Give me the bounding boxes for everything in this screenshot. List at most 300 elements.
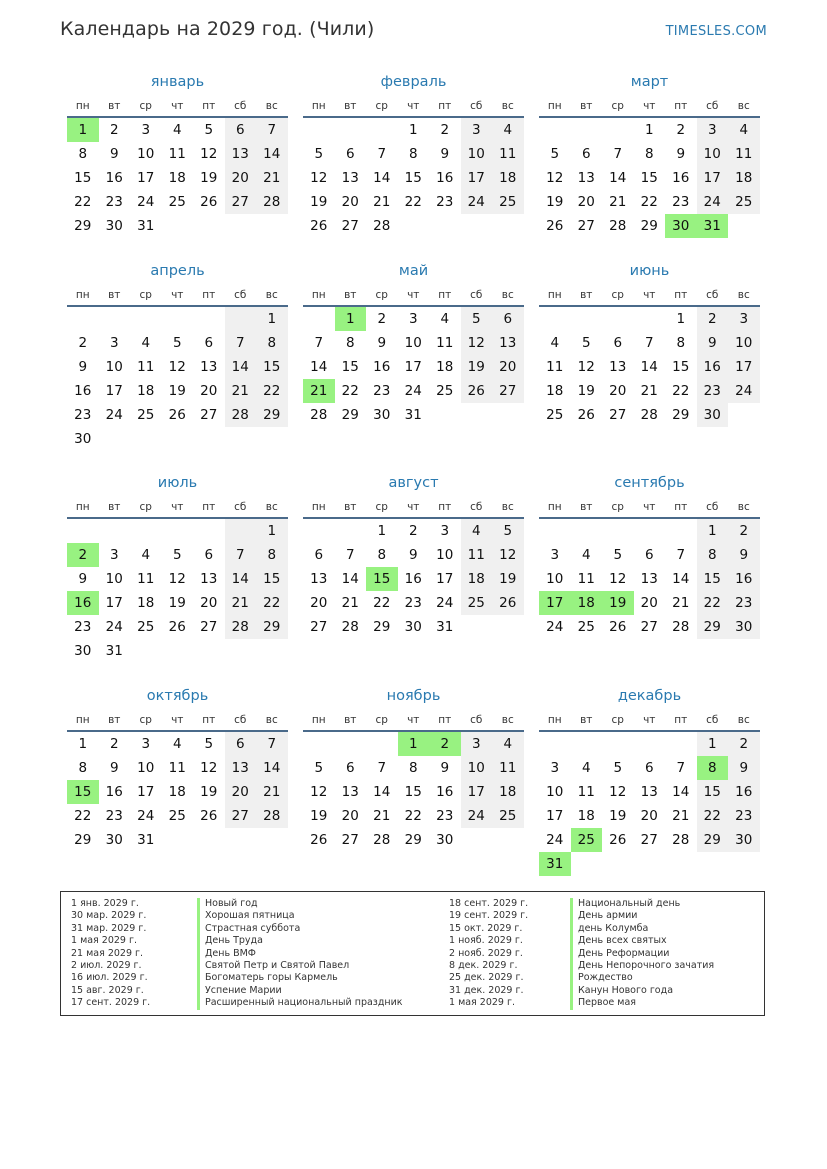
weekday-label: ср — [611, 714, 624, 726]
day-cell: 12 — [168, 359, 186, 375]
day-empty — [303, 307, 335, 331]
weekday-label: пн — [311, 714, 326, 726]
day-cell: 17 — [461, 166, 493, 190]
weekday-label: вс — [265, 501, 278, 513]
day-cell: 5 — [314, 146, 324, 162]
day-cell: 22 — [341, 383, 359, 399]
day-cell: 13 — [225, 142, 257, 166]
legend-date: 15 авг. 2029 г. — [71, 984, 144, 996]
weekday-label: чт — [171, 100, 184, 112]
day-cell: 30 — [728, 615, 760, 639]
day-grid — [303, 519, 524, 639]
day-cell: 15 — [640, 170, 658, 186]
day-cell: 14 — [341, 571, 359, 587]
holiday-day: 8 — [697, 756, 729, 780]
day-cell: 8 — [345, 335, 355, 351]
day-cell: 29 — [640, 218, 658, 234]
day-cell: 27 — [310, 619, 328, 635]
day-cell: 20 — [225, 166, 257, 190]
day-cell: 23 — [373, 383, 391, 399]
day-cell: 16 — [436, 784, 454, 800]
day-empty — [193, 307, 225, 331]
day-cell: 20 — [341, 808, 359, 824]
day-empty — [602, 519, 634, 543]
day-cell: 4 — [141, 547, 151, 563]
day-cell: 3 — [697, 118, 729, 142]
day-cell: 17 — [546, 808, 564, 824]
day-cell: 28 — [373, 832, 391, 848]
day-cell: 9 — [728, 543, 760, 567]
day-cell: 21 — [225, 591, 257, 615]
weekday-header — [67, 96, 288, 118]
day-cell: 12 — [609, 571, 627, 587]
day-cell: 5 — [613, 547, 623, 563]
day-cell: 22 — [404, 808, 422, 824]
legend-date: 31 дек. 2029 г. — [449, 984, 524, 996]
day-cell: 10 — [105, 571, 123, 587]
holiday-day: 2 — [429, 732, 461, 756]
day-cell: 28 — [373, 218, 391, 234]
weekday-label: вт — [580, 100, 593, 112]
day-cell: 16 — [105, 170, 123, 186]
day-cell: 21 — [672, 808, 690, 824]
day-cell: 3 — [440, 523, 450, 539]
day-cell: 24 — [137, 194, 155, 210]
weekday-label: ср — [375, 289, 388, 301]
day-cell: 6 — [345, 146, 355, 162]
day-empty — [225, 519, 257, 543]
day-cell: 11 — [492, 756, 524, 780]
weekday-label: ср — [375, 100, 388, 112]
day-cell: 26 — [461, 379, 493, 403]
month-8 — [303, 473, 524, 639]
day-grid — [303, 732, 524, 852]
day-cell: 21 — [672, 595, 690, 611]
day-cell: 9 — [377, 335, 387, 351]
day-empty — [665, 519, 697, 543]
day-cell: 18 — [137, 383, 155, 399]
day-cell: 27 — [577, 218, 595, 234]
day-cell: 13 — [200, 571, 218, 587]
day-cell: 5 — [550, 146, 560, 162]
day-cell: 26 — [168, 619, 186, 635]
weekday-label: вс — [265, 100, 278, 112]
day-empty — [366, 732, 398, 756]
day-cell: 11 — [137, 571, 155, 587]
day-cell: 4 — [492, 732, 524, 756]
day-cell: 25 — [436, 383, 454, 399]
day-cell: 27 — [200, 619, 218, 635]
day-cell: 4 — [581, 760, 591, 776]
day-cell: 26 — [200, 194, 218, 210]
weekday-label: пн — [547, 501, 562, 513]
day-cell: 13 — [341, 170, 359, 186]
day-cell: 23 — [74, 407, 92, 423]
weekday-label: сб — [470, 100, 483, 112]
weekday-label: вт — [580, 714, 593, 726]
day-cell: 17 — [404, 359, 422, 375]
day-empty — [602, 118, 634, 142]
day-cell: 5 — [204, 736, 214, 752]
weekday-label: пн — [547, 714, 562, 726]
day-cell: 20 — [640, 595, 658, 611]
day-empty — [130, 307, 162, 331]
day-cell: 18 — [728, 166, 760, 190]
day-cell: 22 — [404, 194, 422, 210]
day-cell: 27 — [609, 407, 627, 423]
day-cell: 3 — [461, 732, 493, 756]
day-cell: 5 — [613, 760, 623, 776]
day-cell: 30 — [74, 643, 92, 659]
day-cell: 13 — [310, 571, 328, 587]
day-cell: 19 — [492, 567, 524, 591]
legend-holiday-name: Святой Петр и Святой Павел — [205, 959, 350, 971]
day-cell: 28 — [256, 804, 288, 828]
legend-holiday-name: День Реформации — [578, 947, 670, 959]
day-cell: 24 — [461, 190, 493, 214]
day-empty — [303, 519, 335, 543]
weekday-label: вт — [344, 501, 357, 513]
month-5 — [303, 261, 524, 427]
day-cell: 12 — [461, 331, 493, 355]
day-cell: 26 — [546, 218, 564, 234]
day-cell: 18 — [546, 383, 564, 399]
holiday-day: 2 — [67, 543, 99, 567]
legend-holiday-name: Расширенный национальный праздник — [205, 997, 403, 1009]
day-cell: 26 — [577, 407, 595, 423]
day-cell: 19 — [461, 355, 493, 379]
day-cell: 7 — [225, 543, 257, 567]
day-cell: 19 — [168, 595, 186, 611]
weekday-label: пт — [438, 714, 452, 726]
month-name: сентябрь — [614, 475, 685, 491]
legend-date: 31 мар. 2029 г. — [71, 922, 147, 934]
legend-dates-right — [449, 898, 528, 1010]
day-empty — [335, 118, 367, 142]
day-cell: 29 — [256, 403, 288, 427]
day-cell: 14 — [256, 142, 288, 166]
day-grid — [539, 307, 760, 427]
weekday-label: вт — [580, 501, 593, 513]
day-cell: 11 — [168, 146, 186, 162]
weekday-label: пт — [202, 100, 216, 112]
weekday-header — [303, 96, 524, 118]
weekday-label: вс — [265, 714, 278, 726]
day-cell: 14 — [373, 170, 391, 186]
day-cell: 2 — [728, 732, 760, 756]
weekday-label: пт — [202, 714, 216, 726]
day-cell: 4 — [440, 311, 450, 327]
day-cell: 27 — [341, 832, 359, 848]
month-name: май — [398, 263, 429, 279]
day-cell: 2 — [440, 122, 450, 138]
day-cell: 29 — [404, 832, 422, 848]
day-cell: 15 — [404, 170, 422, 186]
day-empty — [130, 519, 162, 543]
day-cell: 10 — [137, 760, 155, 776]
day-cell: 31 — [105, 643, 123, 659]
day-cell: 21 — [341, 595, 359, 611]
day-cell: 28 — [256, 190, 288, 214]
day-cell: 20 — [310, 595, 328, 611]
holiday-day: 16 — [67, 591, 99, 615]
day-empty — [162, 519, 194, 543]
month-name: март — [630, 74, 669, 90]
day-cell: 21 — [373, 808, 391, 824]
day-cell: 6 — [345, 760, 355, 776]
day-grid — [539, 519, 760, 639]
weekday-label: пт — [202, 289, 216, 301]
page-title: Календарь на 2029 год. (Чили) — [60, 18, 375, 40]
weekday-label: пн — [75, 100, 90, 112]
day-cell: 11 — [728, 142, 760, 166]
month-name: январь — [150, 74, 205, 90]
day-cell: 6 — [225, 118, 257, 142]
weekday-label: пн — [75, 289, 90, 301]
weekday-label: сб — [470, 289, 483, 301]
legend-holiday-name: Канун Нового года — [578, 984, 674, 996]
day-cell: 16 — [436, 170, 454, 186]
site-link[interactable]: TIMESLES.COM — [665, 24, 767, 39]
legend-date: 1 янв. 2029 г. — [71, 898, 139, 909]
day-cell: 24 — [728, 379, 760, 403]
day-cell: 5 — [581, 335, 591, 351]
day-cell: 17 — [728, 355, 760, 379]
weekday-label: чт — [643, 501, 656, 513]
day-cell: 15 — [697, 780, 729, 804]
day-cell: 27 — [640, 619, 658, 635]
day-empty — [67, 519, 99, 543]
day-cell: 1 — [256, 307, 288, 331]
weekday-label: вс — [737, 289, 750, 301]
day-cell: 12 — [310, 784, 328, 800]
day-cell: 6 — [644, 760, 654, 776]
day-grid — [67, 307, 288, 451]
day-cell: 13 — [492, 331, 524, 355]
day-cell: 16 — [728, 567, 760, 591]
day-cell: 22 — [640, 194, 658, 210]
day-cell: 9 — [728, 756, 760, 780]
weekday-label: сб — [234, 100, 247, 112]
day-cell: 11 — [577, 571, 595, 587]
day-cell: 30 — [404, 619, 422, 635]
day-cell: 21 — [256, 780, 288, 804]
legend-date: 2 нояб. 2029 г. — [449, 947, 523, 959]
day-cell: 10 — [461, 756, 493, 780]
day-cell: 2 — [408, 523, 418, 539]
day-cell: 9 — [440, 760, 450, 776]
day-cell: 24 — [546, 619, 564, 635]
legend-date: 25 дек. 2029 г. — [449, 972, 524, 984]
day-empty — [335, 732, 367, 756]
day-cell: 17 — [137, 170, 155, 186]
weekday-label: вт — [108, 501, 121, 513]
day-cell: 10 — [728, 331, 760, 355]
day-cell: 22 — [256, 379, 288, 403]
day-cell: 18 — [436, 359, 454, 375]
day-cell: 13 — [200, 359, 218, 375]
weekday-label: сб — [234, 501, 247, 513]
month-4 — [67, 261, 288, 451]
weekday-label: вс — [265, 289, 278, 301]
day-cell: 20 — [492, 355, 524, 379]
day-cell: 13 — [640, 784, 658, 800]
weekday-label: пн — [311, 501, 326, 513]
day-cell: 20 — [609, 383, 627, 399]
day-cell: 11 — [168, 760, 186, 776]
day-cell: 18 — [168, 784, 186, 800]
day-cell: 13 — [640, 571, 658, 587]
day-cell: 20 — [200, 383, 218, 399]
month-name: июль — [157, 475, 198, 491]
day-cell: 13 — [225, 756, 257, 780]
day-cell: 24 — [105, 407, 123, 423]
legend-date: 17 сент. 2029 г. — [71, 997, 151, 1009]
day-cell: 12 — [200, 760, 218, 776]
day-cell: 21 — [640, 383, 658, 399]
weekday-label: пт — [674, 714, 688, 726]
weekday-label: вс — [501, 501, 514, 513]
day-cell: 7 — [676, 760, 686, 776]
day-cell: 16 — [672, 170, 690, 186]
weekday-label: ср — [375, 714, 388, 726]
day-cell: 23 — [436, 808, 454, 824]
day-cell: 24 — [436, 595, 454, 611]
weekday-label: сб — [706, 100, 719, 112]
weekday-label: вс — [501, 100, 514, 112]
day-cell: 10 — [436, 547, 454, 563]
holiday-day: 15 — [67, 780, 99, 804]
day-cell: 5 — [204, 122, 214, 138]
weekday-label: пт — [438, 100, 452, 112]
legend-names-right — [570, 898, 714, 1010]
day-cell: 8 — [78, 146, 88, 162]
weekday-label: чт — [407, 714, 420, 726]
day-cell: 17 — [461, 780, 493, 804]
day-cell: 21 — [609, 194, 627, 210]
weekday-header — [539, 96, 760, 118]
day-cell: 10 — [404, 335, 422, 351]
day-cell: 1 — [697, 732, 729, 756]
day-cell: 3 — [109, 335, 119, 351]
legend-date: 21 мая 2029 г. — [71, 947, 144, 959]
day-cell: 27 — [225, 804, 257, 828]
legend-holiday-name: Первое мая — [578, 997, 636, 1009]
weekday-label: чт — [171, 501, 184, 513]
weekday-label: вс — [737, 714, 750, 726]
day-cell: 28 — [341, 619, 359, 635]
weekday-label: пт — [674, 289, 688, 301]
day-cell: 29 — [74, 218, 92, 234]
weekday-label: чт — [407, 100, 420, 112]
day-cell: 9 — [676, 146, 686, 162]
day-cell: 30 — [105, 832, 123, 848]
day-cell: 23 — [436, 194, 454, 210]
day-cell: 11 — [546, 359, 564, 375]
month-name: август — [388, 475, 439, 491]
day-cell: 27 — [640, 832, 658, 848]
day-cell: 2 — [78, 335, 88, 351]
day-cell: 9 — [109, 760, 119, 776]
day-cell: 7 — [345, 547, 355, 563]
weekday-label: пт — [674, 100, 688, 112]
day-cell: 3 — [141, 122, 151, 138]
day-cell: 14 — [310, 359, 328, 375]
legend-holiday-name: Богоматерь горы Кармель — [205, 972, 338, 984]
weekday-label: ср — [139, 289, 152, 301]
day-cell: 22 — [697, 591, 729, 615]
day-cell: 18 — [492, 780, 524, 804]
day-empty — [602, 307, 634, 331]
day-cell: 15 — [404, 784, 422, 800]
day-cell: 21 — [373, 194, 391, 210]
day-cell: 4 — [461, 519, 493, 543]
day-cell: 20 — [640, 808, 658, 824]
day-cell: 7 — [377, 146, 387, 162]
month-name: ноябрь — [386, 688, 441, 704]
weekday-label: ср — [611, 100, 624, 112]
day-cell: 6 — [204, 335, 214, 351]
day-cell: 25 — [168, 808, 186, 824]
weekday-label: сб — [706, 501, 719, 513]
day-cell: 7 — [225, 331, 257, 355]
day-cell: 6 — [644, 547, 654, 563]
day-cell: 26 — [609, 619, 627, 635]
holiday-day: 30 — [665, 214, 697, 238]
day-cell: 7 — [256, 732, 288, 756]
day-cell: 29 — [697, 828, 729, 852]
day-empty — [571, 307, 603, 331]
legend-holiday-name: День Труда — [205, 935, 263, 947]
day-cell: 24 — [404, 383, 422, 399]
day-empty — [539, 519, 571, 543]
day-cell: 19 — [168, 383, 186, 399]
day-cell: 23 — [672, 194, 690, 210]
legend-dates-left — [71, 898, 150, 1010]
weekday-label: пн — [547, 100, 562, 112]
legend-holiday-name: день Колумба — [578, 922, 649, 934]
day-cell: 20 — [225, 780, 257, 804]
month-9 — [539, 473, 760, 639]
weekday-label: пт — [202, 501, 216, 513]
day-cell: 30 — [436, 832, 454, 848]
day-cell: 25 — [137, 619, 155, 635]
day-empty — [539, 118, 571, 142]
day-cell: 5 — [461, 307, 493, 331]
day-cell: 5 — [314, 760, 324, 776]
day-cell: 6 — [581, 146, 591, 162]
day-cell: 17 — [436, 571, 454, 587]
weekday-label: вт — [108, 289, 121, 301]
day-cell: 26 — [310, 218, 328, 234]
weekday-label: чт — [171, 289, 184, 301]
day-cell: 2 — [676, 122, 686, 138]
legend-date: 18 сент. 2029 г. — [449, 898, 529, 909]
weekday-header — [303, 710, 524, 732]
month-name: апрель — [150, 263, 205, 279]
day-cell: 25 — [728, 190, 760, 214]
day-cell: 31 — [404, 407, 422, 423]
weekday-label: пн — [311, 289, 326, 301]
day-cell: 9 — [109, 146, 119, 162]
day-cell: 30 — [105, 218, 123, 234]
day-cell: 28 — [640, 407, 658, 423]
day-cell: 5 — [172, 547, 182, 563]
day-cell: 27 — [341, 218, 359, 234]
day-cell: 6 — [204, 547, 214, 563]
day-cell: 14 — [225, 567, 257, 591]
weekday-label: сб — [706, 289, 719, 301]
